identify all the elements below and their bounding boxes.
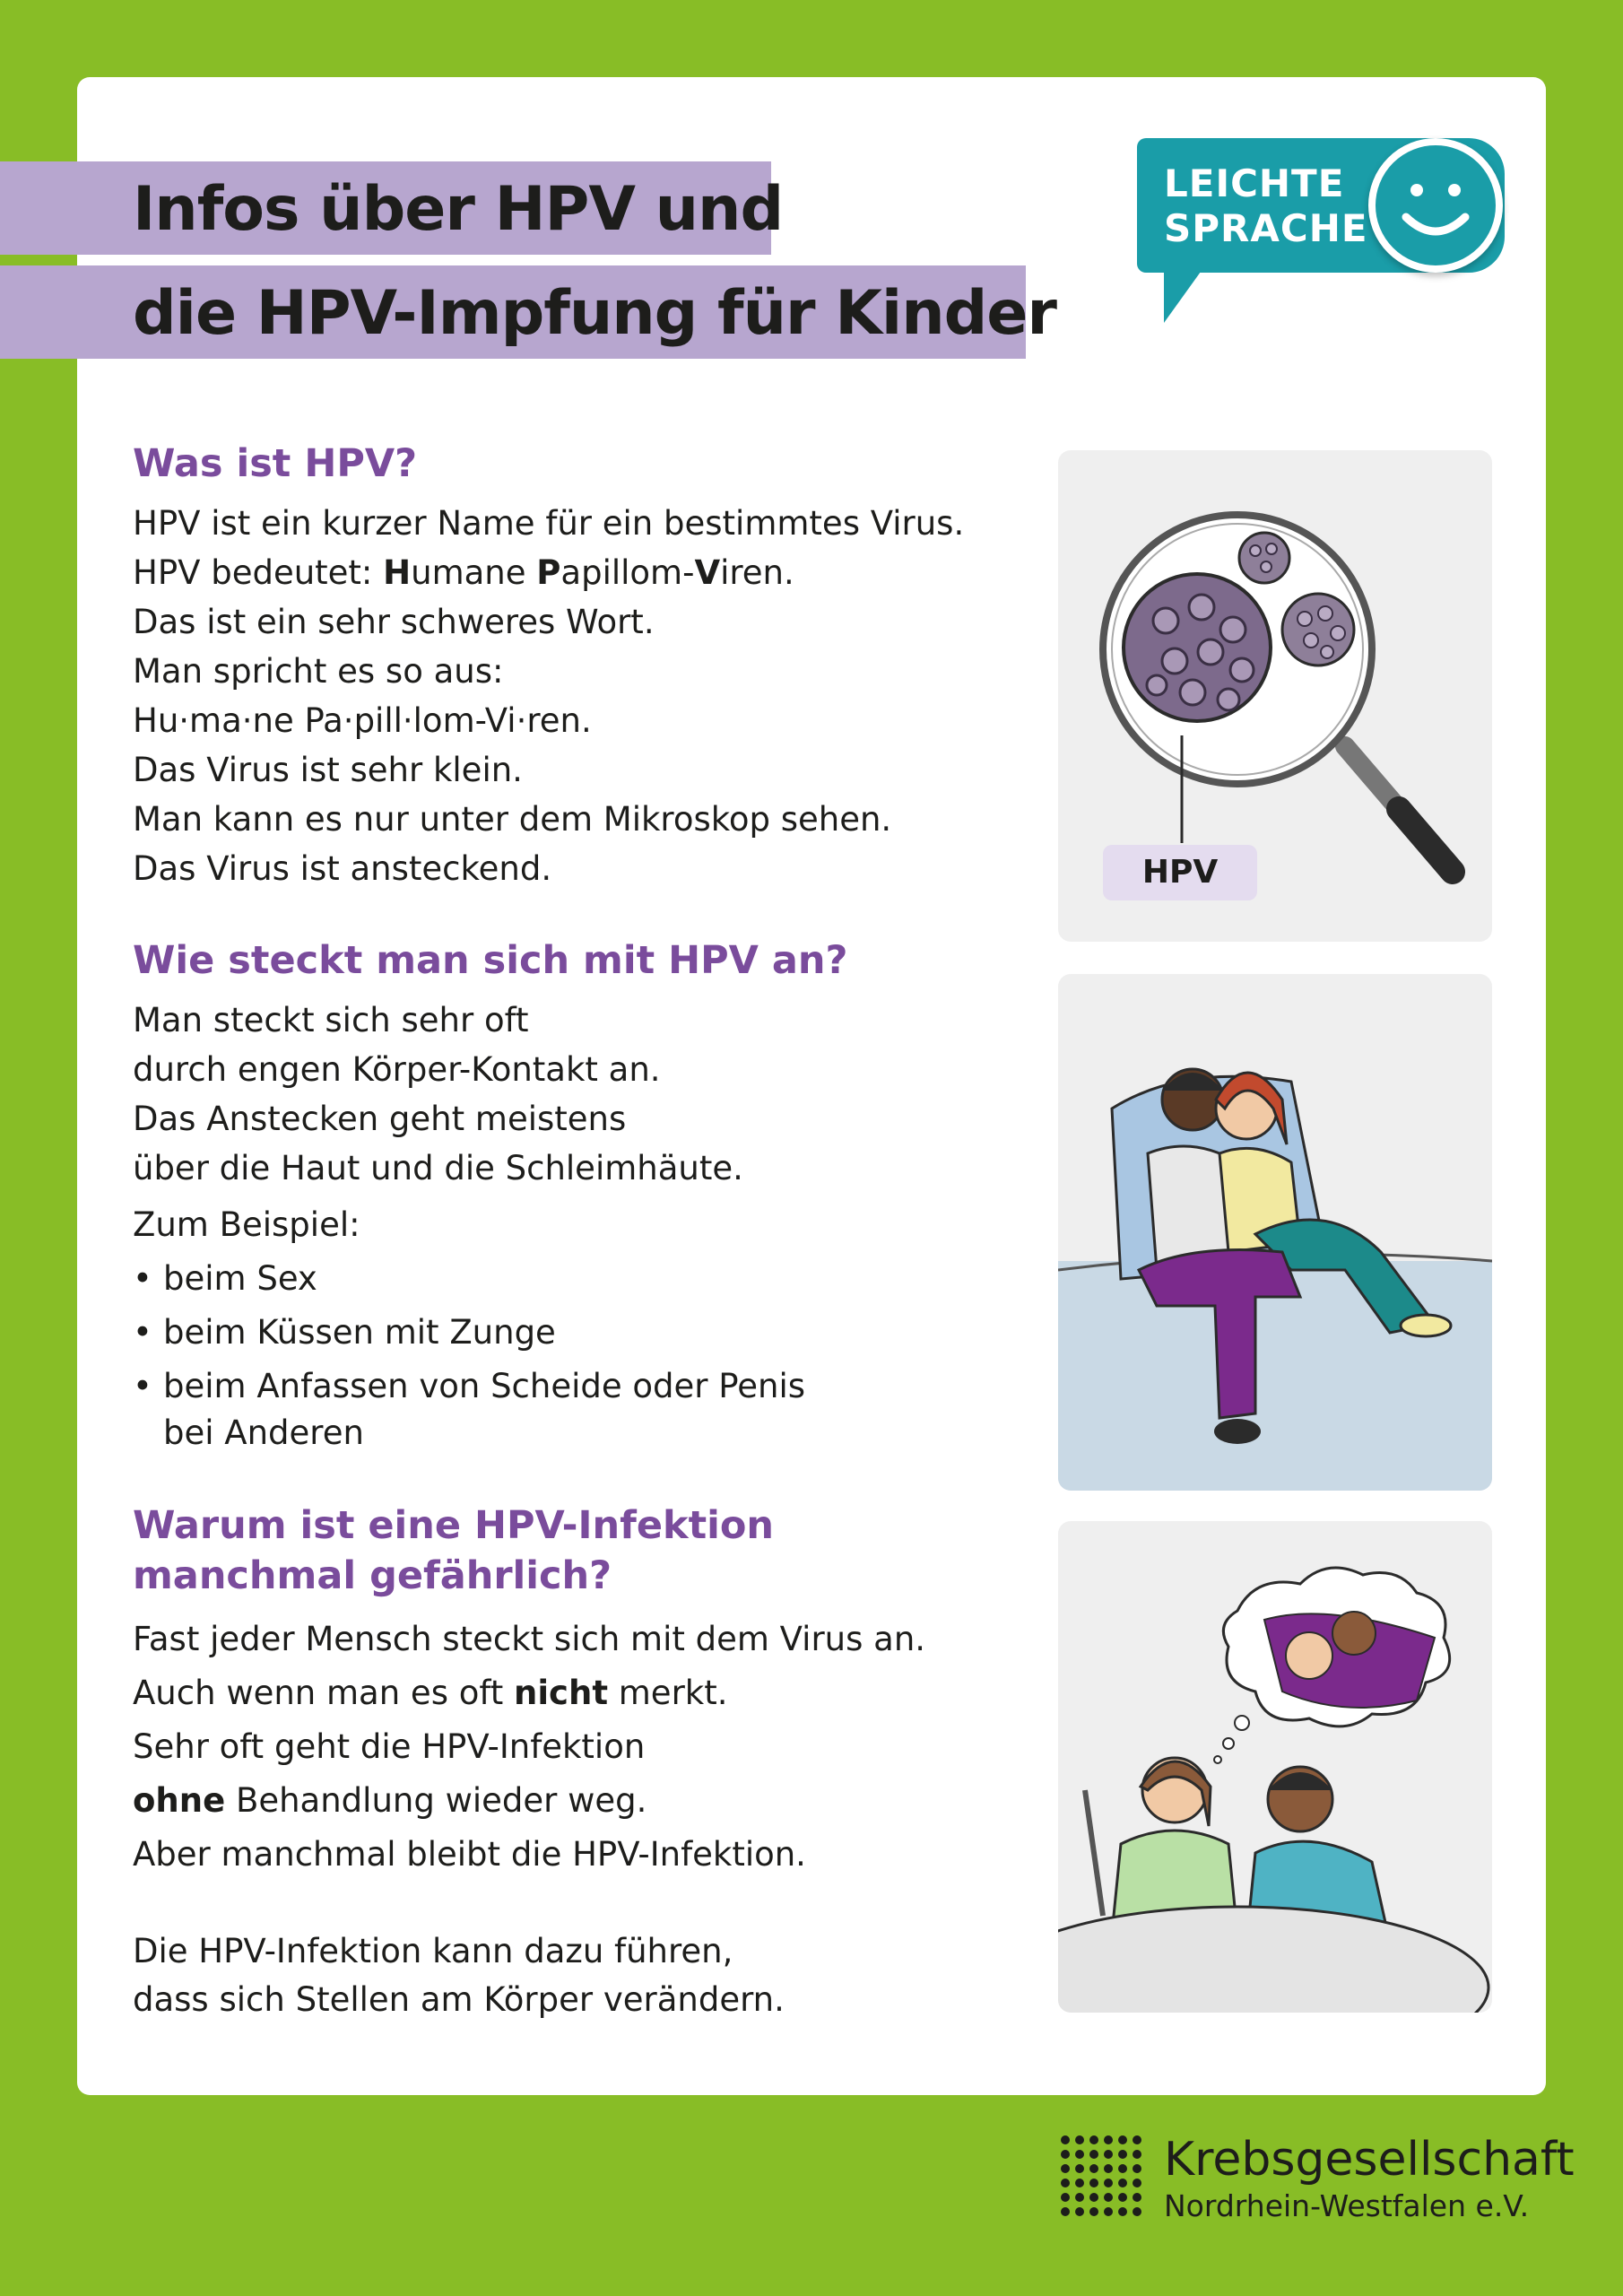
section2-line2: durch engen Körper-Kontakt an. (133, 1050, 661, 1089)
section1-line3: Das ist ein sehr schweres Wort. (133, 603, 655, 641)
section1-line4: Man spricht es so aus: (133, 652, 504, 691)
list-item: • beim Küssen mit Zunge (133, 1309, 805, 1356)
dot-grid-logo-icon (1058, 2133, 1148, 2222)
couple-illustration (1058, 974, 1492, 1491)
title-band-2 (0, 265, 1056, 359)
page-title-line2: die HPV-Impfung für Kinder (133, 278, 1056, 349)
section2-line5: Zum Beispiel: (133, 1205, 360, 1244)
hpv-magnifier-illustration (1058, 450, 1492, 942)
section2-line4: über die Haut und die Schleimhäute. (133, 1149, 743, 1187)
page-title-line1: Infos über HPV und (133, 174, 784, 245)
section1-line7: Man kann es nur unter dem Mikroskop sehen. (133, 800, 892, 839)
section3-line2: Auch wenn man es oft nicht merkt. (133, 1674, 728, 1712)
badge-text-line1: LEICHTE (1164, 161, 1345, 205)
section3-line7: dass sich Stellen am Körper verändern. (133, 1980, 785, 2019)
list-item: • beim Sex (133, 1256, 805, 1302)
example-list (133, 1256, 805, 1417)
section2-line3: Das Anstecken geht meistens (133, 1100, 627, 1138)
section1-line1: HPV ist ein kurzer Name für ein bestimmtes Virus. (133, 504, 965, 543)
section-heading-warum-gefaehrlich-2: manchmal gefährlich? (133, 1553, 612, 1598)
list-item: • beim Anfassen von Scheide oder Penis (133, 1363, 805, 1410)
section1-line5: Hu·ma·ne Pa·pill·lom-Vi·ren. (133, 701, 592, 740)
thought-bubble-illustration (1058, 1521, 1492, 2013)
hpv-label: HPV (1103, 845, 1257, 900)
section1-line8: Das Virus ist ansteckend. (133, 849, 552, 888)
section-heading-was-ist-hpv: Was ist HPV? (133, 441, 418, 486)
title-band-1 (0, 161, 784, 255)
badge-text-line2: SPRACHE (1164, 206, 1368, 250)
section2-line1: Man steckt sich sehr oft (133, 1001, 529, 1039)
section1-line6: Das Virus ist sehr klein. (133, 751, 523, 789)
smiley-icon (1368, 138, 1503, 273)
section3-line5: Aber manchmal bleibt die HPV-Infektion. (133, 1835, 806, 1874)
logo-region: Nordrhein-Westfalen e.V. (1164, 2188, 1530, 2223)
krebsgesellschaft-logo (1058, 2133, 1575, 2223)
section-heading-warum-gefaehrlich-1: Warum ist eine HPV-Infektion (133, 1503, 775, 1548)
section3-line3: Sehr oft geht die HPV-Infektion (133, 1727, 646, 1766)
section1-meaning-line: HPV bedeutet: Humane Papillom-Viren. (133, 553, 794, 592)
section3-line4: ohne Behandlung wieder weg. (133, 1781, 647, 1820)
logo-name: Krebsgesellschaft (1164, 2133, 1575, 2187)
section3-line6: Die HPV-Infektion kann dazu führen, (133, 1932, 733, 1970)
list-item-continuation: bei Anderen (163, 1413, 364, 1452)
section3-line1: Fast jeder Mensch steckt sich mit dem Virus an. (133, 1620, 926, 1658)
section-heading-wie-steckt-man-sich-an: Wie steckt man sich mit HPV an? (133, 938, 848, 983)
badge-speech-tail (1164, 265, 1205, 323)
